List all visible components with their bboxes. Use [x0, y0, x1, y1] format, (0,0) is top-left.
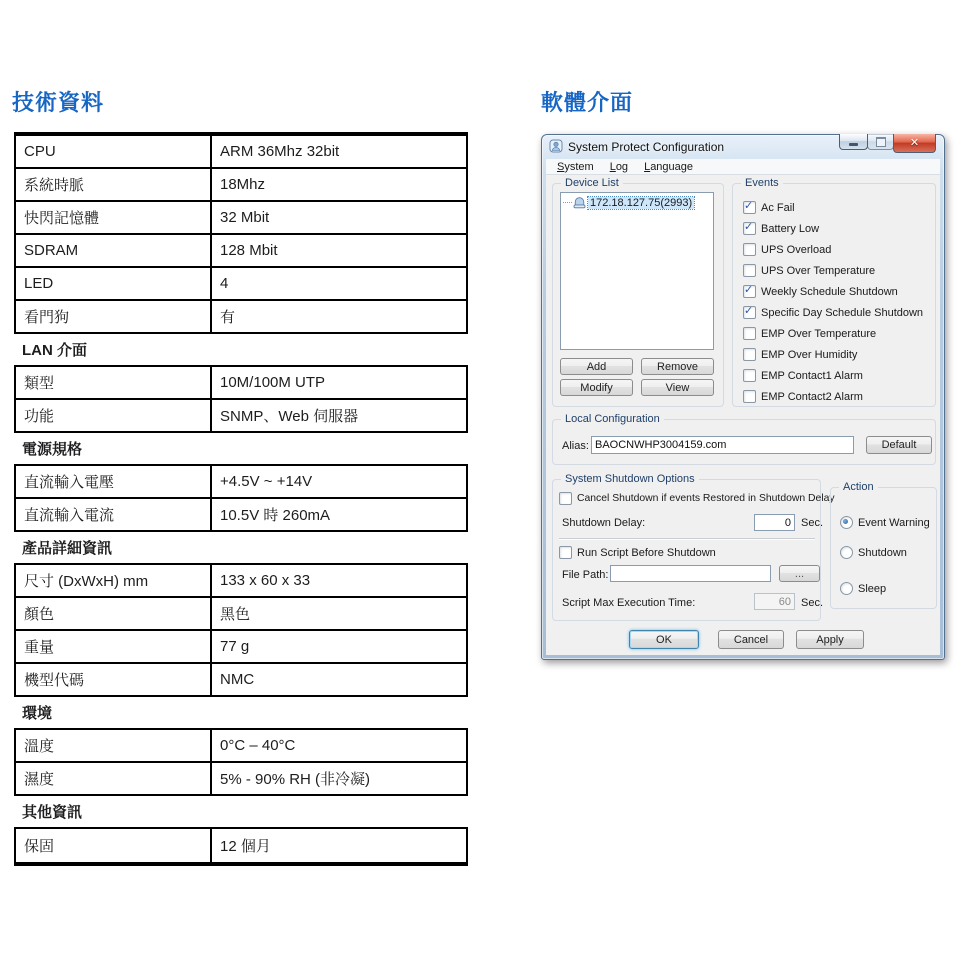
checkbox-icon	[743, 306, 756, 319]
maximize-icon	[876, 137, 886, 147]
device-list-group	[552, 177, 724, 407]
app-icon	[549, 139, 563, 156]
dialog-titlebar[interactable]	[542, 135, 944, 159]
row-label: CPU	[24, 143, 56, 160]
checkbox-icon	[743, 369, 756, 382]
tech-specs-heading: 技術資料	[12, 90, 105, 115]
default-button[interactable]: Default	[866, 436, 932, 454]
row-label: 溫度	[24, 738, 55, 755]
checkbox-label: EMP Over Humidity	[761, 348, 858, 361]
section-row	[14, 697, 468, 730]
minimize-button[interactable]	[839, 134, 868, 150]
row-label: 產品詳細資訊	[22, 540, 113, 557]
local-configuration-group	[552, 413, 936, 465]
ups-overload-checkbox[interactable]	[743, 239, 935, 260]
checkbox-icon	[743, 201, 756, 214]
table-row	[14, 235, 468, 268]
remove-button[interactable]: Remove	[641, 358, 714, 375]
ups-device-icon	[573, 196, 586, 209]
specs-table	[14, 132, 468, 866]
tree-branch-line	[563, 202, 572, 203]
row-value: 128 Mbit	[210, 235, 466, 266]
shutdown-delay-label: Shutdown Delay:	[562, 517, 646, 529]
maximize-button[interactable]	[867, 134, 894, 150]
file-path-input[interactable]	[610, 565, 771, 582]
row-label: 直流輸入電流	[24, 507, 115, 524]
action-group	[830, 481, 937, 609]
row-value: 10.5V 時 260mA	[210, 499, 466, 530]
row-label: 直流輸入電壓	[24, 474, 115, 491]
row-label: SDRAM	[24, 242, 79, 259]
events-group	[732, 177, 936, 407]
section-row	[14, 532, 468, 565]
checkbox-label: EMP Contact2 Alarm	[761, 390, 863, 403]
browse-button[interactable]: ...	[779, 565, 820, 582]
table-row	[14, 499, 468, 532]
radio-icon	[840, 516, 853, 529]
row-label: 保固	[24, 838, 55, 855]
radio-icon	[840, 582, 853, 595]
checkbox-icon	[743, 222, 756, 235]
table-row	[14, 565, 468, 598]
checkbox-icon	[743, 327, 756, 340]
menu-system[interactable]: System	[557, 160, 594, 173]
row-label: 看門狗	[24, 309, 70, 326]
battery-low-checkbox[interactable]	[743, 218, 935, 239]
shutdown-radio[interactable]	[840, 546, 907, 559]
device-list-caption: Device List	[561, 177, 623, 189]
section-row	[14, 334, 468, 367]
checkbox-icon	[743, 348, 756, 361]
separator	[559, 538, 815, 540]
sleep-radio[interactable]	[840, 582, 886, 595]
checkbox-icon	[743, 243, 756, 256]
checkbox-icon	[559, 546, 572, 559]
table-row	[14, 169, 468, 202]
alias-input[interactable]	[591, 436, 854, 454]
system-shutdown-options-caption: System Shutdown Options	[561, 473, 699, 485]
script-time-label: Script Max Execution Time:	[562, 597, 696, 609]
checkbox-label: EMP Contact1 Alarm	[761, 369, 863, 382]
row-label: 尺寸 (DxWxH) mm	[24, 573, 149, 590]
row-label: 類型	[24, 375, 55, 392]
row-value: SNMP、Web 伺服器	[210, 400, 466, 431]
ups-over-temperature-checkbox[interactable]	[743, 260, 935, 281]
table-row	[14, 268, 468, 301]
local-configuration-caption: Local Configuration	[561, 413, 664, 425]
dialog-title: System Protect Configuration	[568, 140, 725, 154]
row-value: 0°C – 40°C	[210, 730, 466, 761]
row-label: 濕度	[24, 771, 55, 788]
system-shutdown-options-group	[552, 473, 835, 621]
caption-buttons	[840, 134, 936, 153]
row-label: 電源規格	[22, 441, 83, 458]
row-value: 黑色	[210, 598, 466, 629]
dialog-footer	[542, 630, 944, 654]
row-label: 環境	[22, 705, 53, 722]
row-label: 快閃記憶體	[24, 210, 100, 227]
table-row	[14, 136, 468, 169]
ac-fail-checkbox[interactable]	[743, 197, 935, 218]
table-row	[14, 664, 468, 697]
checkbox-icon	[559, 492, 572, 505]
row-label: 功能	[24, 408, 55, 425]
shutdown-delay-unit: Sec.	[801, 517, 824, 529]
table-row	[14, 202, 468, 235]
table-row	[14, 301, 468, 334]
file-path-label: File Path:	[562, 569, 609, 581]
checkbox-label: EMP Over Temperature	[761, 327, 877, 340]
table-row	[14, 598, 468, 631]
row-label: 重量	[24, 639, 55, 656]
table-row	[14, 367, 468, 400]
section-row	[14, 796, 468, 829]
event-warning-radio[interactable]	[840, 516, 930, 529]
device-tree-item[interactable]	[563, 196, 713, 209]
table-row	[14, 400, 468, 433]
checkbox-label: UPS Over Temperature	[761, 264, 876, 277]
cancel-button[interactable]: Cancel	[718, 630, 784, 649]
run-script-checkbox[interactable]	[559, 546, 716, 559]
row-value: 12 個月	[210, 829, 466, 862]
checkbox-label: Weekly Schedule Shutdown	[761, 285, 898, 298]
cancel-shutdown-checkbox[interactable]	[559, 492, 835, 505]
device-list-buttons	[560, 358, 714, 396]
row-value: 有	[210, 301, 466, 332]
row-value: 32 Mbit	[210, 202, 466, 233]
ok-button[interactable]: OK	[629, 630, 699, 649]
system-protect-dialog	[541, 134, 945, 660]
emp-contact1-alarm-checkbox[interactable]	[743, 365, 935, 386]
apply-button[interactable]: Apply	[796, 630, 864, 649]
cancel-shutdown-label: Cancel Shutdown if events Restored in Shutdown Delay	[577, 493, 835, 504]
events-caption: Events	[741, 177, 783, 189]
add-button[interactable]: Add	[560, 358, 633, 375]
action-caption: Action	[839, 481, 878, 493]
row-label: 其他資訊	[22, 804, 83, 821]
table-row	[14, 763, 468, 796]
specific-day-schedule-shutdown-checkbox[interactable]	[743, 302, 935, 323]
modify-button[interactable]: Modify	[560, 379, 633, 396]
row-label: 顏色	[24, 606, 55, 623]
checkbox-icon	[743, 285, 756, 298]
row-label: 系統時脈	[24, 177, 85, 194]
device-listbox[interactable]	[560, 192, 714, 350]
row-value: 18Mhz	[210, 169, 466, 200]
menu-log[interactable]: Log	[609, 160, 629, 173]
row-value: 133 x 60 x 33	[210, 565, 466, 596]
checkbox-label: Battery Low	[761, 222, 820, 235]
table-row	[14, 829, 468, 862]
row-value: ARM 36Mhz 32bit	[210, 136, 466, 167]
checkbox-label: UPS Overload	[761, 243, 832, 256]
checkbox-icon	[743, 390, 756, 403]
checkbox-label: Specific Day Schedule Shutdown	[761, 306, 924, 319]
alias-label: Alias:	[562, 440, 589, 452]
radio-icon	[840, 546, 853, 559]
row-value: 10M/100M UTP	[210, 367, 466, 398]
emp-over-temperature-checkbox[interactable]	[743, 323, 935, 344]
view-button[interactable]: View	[641, 379, 714, 396]
weekly-schedule-shutdown-checkbox[interactable]	[743, 281, 935, 302]
row-label: LED	[24, 275, 54, 292]
checkbox-icon	[743, 264, 756, 277]
checkbox-label: Ac Fail	[761, 201, 795, 214]
emp-contact2-alarm-checkbox[interactable]	[743, 386, 935, 407]
radio-label: Sleep	[858, 582, 887, 595]
emp-over-humidity-checkbox[interactable]	[743, 344, 935, 365]
menu-bar	[546, 159, 940, 175]
table-row	[14, 466, 468, 499]
close-icon: ✕	[909, 136, 920, 149]
shutdown-delay-input[interactable]	[754, 514, 795, 531]
radio-label: Shutdown	[858, 546, 907, 559]
events-list	[733, 197, 935, 407]
radio-label: Event Warning	[858, 516, 930, 529]
row-value: 5% - 90% RH (非冷凝)	[210, 763, 466, 794]
row-value: +4.5V ~ +14V	[210, 466, 466, 497]
script-time-unit: Sec.	[801, 597, 824, 609]
row-value: NMC	[210, 664, 466, 695]
table-row	[14, 730, 468, 763]
row-label: LAN 介面	[22, 342, 87, 359]
script-time-input[interactable]	[754, 593, 795, 610]
run-script-label: Run Script Before Shutdown	[577, 546, 716, 559]
table-row	[14, 631, 468, 664]
menu-language[interactable]: Language	[644, 160, 694, 173]
row-value: 4	[210, 268, 466, 299]
device-item-label: 172.18.127.75(2993)	[590, 196, 693, 209]
section-row	[14, 433, 468, 466]
row-value: 77 g	[210, 631, 466, 662]
minimize-icon	[849, 143, 858, 146]
software-ui-heading: 軟體介面	[541, 90, 634, 115]
row-label: 機型代碼	[24, 672, 85, 689]
close-button[interactable]	[893, 134, 936, 153]
